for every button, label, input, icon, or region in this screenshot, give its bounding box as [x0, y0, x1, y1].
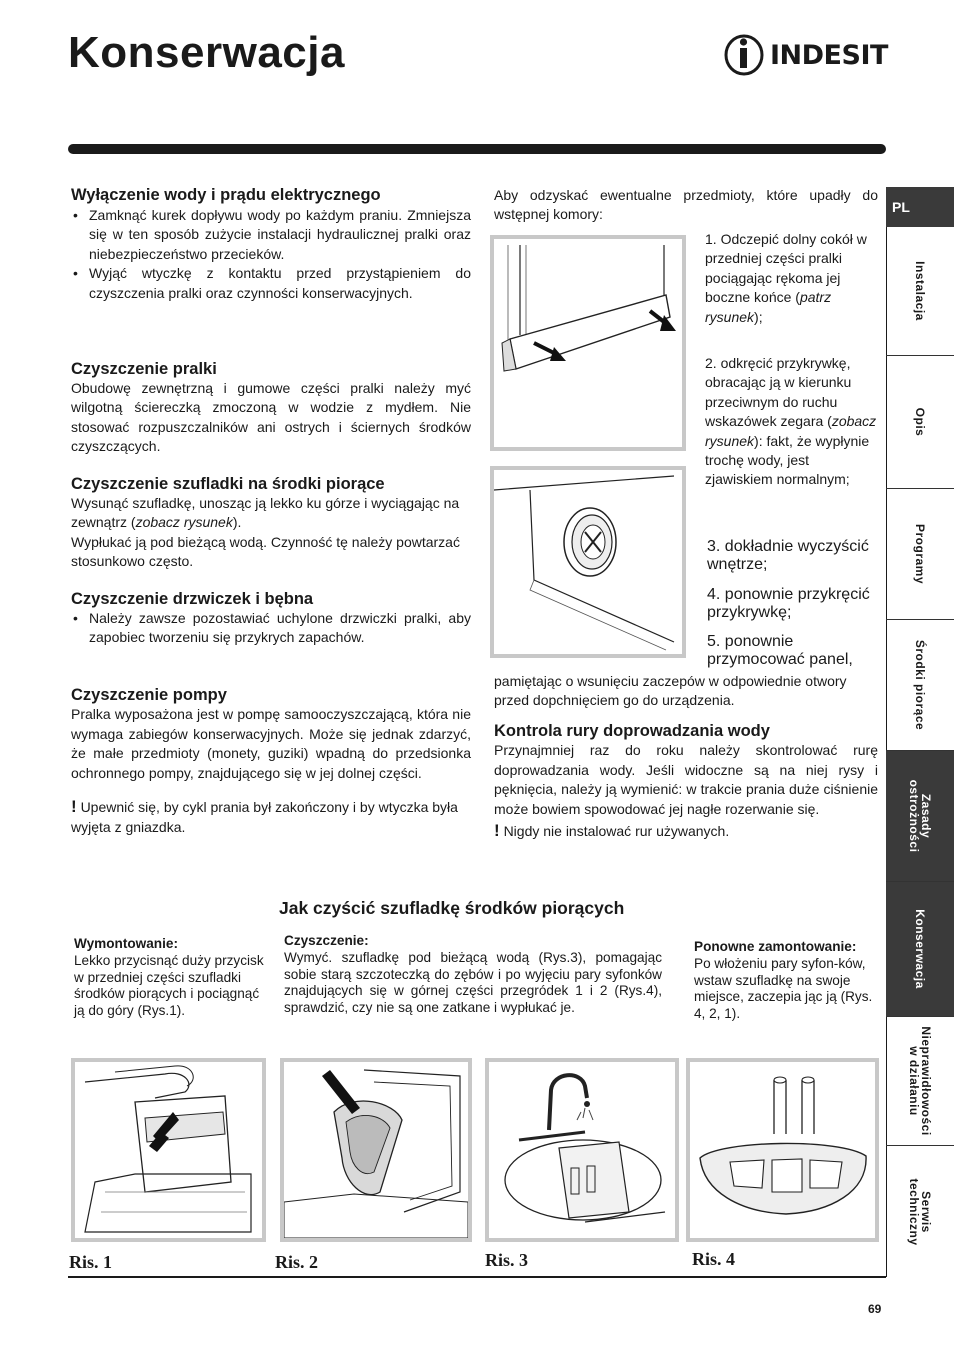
step-5-continuation: pamiętając o wsunięciu zaczepów w odpowiednie otwory przed dopchnięciem go do urządzenia.: [494, 673, 847, 709]
section-title: Czyszczenie pompy: [71, 686, 227, 704]
drawer-removal-text: Wymontowanie: Lekko przycisnąć duży przycisk w przedniej części szufladki środków piorących i pociągnąć ją do góry (Rys.1).: [74, 936, 264, 1019]
step-3: 3. dokładnie wyczyścić wnętrze;: [707, 538, 869, 573]
tab-programy[interactable]: Programy: [886, 489, 954, 620]
tab-srodki-piorace[interactable]: Środki piorące: [886, 620, 954, 751]
indesit-logo-icon: [724, 34, 768, 76]
figure-3: [485, 1058, 679, 1242]
section-cleaning-door-drum: [71, 590, 471, 648]
list-item: • Wyjąć wtyczkę z kontaktu przed przystąpieniem do czyszczenia pralki oraz czynności konserwacyjnych.: [89, 264, 471, 303]
figure-2-caption: Ris. 2: [275, 1252, 319, 1272]
section-text: Przynajmniej raz do roku należy skontrolować rurę doprowadzania wody. Jeśli widoczne są na niej rysy i pęknięcia, należy ją wymienić: w trakcie prania duże ciśnienie może bowiem spowodować jej nagłe rozerwanie się.: [494, 742, 878, 817]
tab-konserwacja[interactable]: Konserwacja: [886, 882, 954, 1017]
pump-intro: Aby odzyskać ewentualne przedmioty, które upadły do wstępnej komory:: [494, 187, 878, 223]
step-1: 1. Odczepić dolny cokół w przedniej części pralki pociągając rękoma jej boczne końce (patrz rysunek);: [705, 231, 867, 325]
section-text: Obudowę zewnętrzną i gumowe części pralki należy myć wilgotną ściereczką zmoczoną w wodzie z mydłem. Nie stosować rozpuszczalników ani ostrych i ściernych środków czyszczących.: [71, 380, 471, 455]
drawer-cleaning-text: Czyszczenie: Wymyć. szufladkę pod bieżącą wodą (Rys.3), pomagając sobie starą szczoteczką do zębów i po wyjęciu pary syfonków znajdujących się w górnej części przegródek 1 i 2 (Rys.4), sprawdzić, czy nie są one zatkane i wypłukać je.: [284, 933, 662, 1016]
figure-3-caption: Ris. 3: [485, 1250, 529, 1270]
drawer-refit-text: Ponowne zamontowanie: Po włożeniu pary syfon-ków, wstaw szufladkę na swoje miejsce, zaczepia jąc ją (Rys. 4, 2, 1).: [694, 939, 873, 1022]
brand-logo: [724, 34, 889, 76]
figure-2: [280, 1058, 472, 1242]
pump-cover-illustration: [494, 470, 682, 654]
warning-icon: !: [494, 821, 500, 841]
warning-text: ! Nigdy nie instalować rur używanych.: [494, 821, 730, 841]
step-2: 2. odkręcić przykrywkę, obracając ją w kierunku przeciwnym do ruchu wskazówek zegara (zobacz rysunek): fakt, że wypłynie trochę wody, jest zjawiskiem normalnym;: [705, 355, 877, 488]
section-text: Pralka wyposażona jest w pompę samooczyszczającą, która nie wymaga zabiegów konserwacyjnych. Może się jednak zdarzyć, że małe przedmioty (monety, guziki) wpadną do przedsionka ochronnego pompy, znajdującego się w jej dolnej części.: [71, 706, 471, 781]
section-cleaning-drawer: [71, 475, 471, 572]
bullet-list: [71, 206, 471, 303]
figure-4-caption: Ris. 4: [692, 1249, 736, 1269]
list-item: • Zamknąć kurek dopływu wody po każdym praniu. Zmniejsza się w ten sposób zużycie instalacji hydraulicznej pralki oraz niebezpieczeństwo przecieków.: [89, 206, 471, 264]
figure-1: [71, 1058, 266, 1242]
list-item: • Należy zawsze pozostawiać uchylone drzwiczki pralki, aby zapobiec tworzeniu się przykrych zapachów.: [89, 609, 471, 648]
drawer-pull-illustration: [284, 1062, 468, 1238]
brand-name: INDESIT: [770, 40, 888, 71]
drawer-removal-illustration: [75, 1062, 262, 1238]
tab-zasady-ostroznosci[interactable]: Zasady ostrożności: [886, 751, 954, 882]
tab-nieprawidlowosci[interactable]: Nieprawidłowości w działaniu: [886, 1017, 954, 1146]
section-title: Kontrola rury doprowadzania wody: [494, 722, 770, 740]
section-cleaning-pump: [71, 686, 471, 837]
section-hose-check: [494, 722, 878, 842]
page-number: 69: [868, 1302, 882, 1316]
plinth-illustration: [494, 239, 682, 447]
section-title: Wyłączenie wody i prądu elektrycznego: [71, 186, 381, 204]
section-water-power: [71, 186, 471, 303]
figure-plinth-removal: [490, 235, 686, 451]
section-title: Czyszczenie pralki: [71, 360, 217, 378]
drawer-rinse-illustration: [489, 1062, 675, 1238]
section-text: Wysunąć szufladkę, unosząc ją lekko ku górze i wyciągając na zewnątrz (zobacz rysunek).: [71, 495, 460, 531]
siphon-illustration: [690, 1062, 875, 1238]
section-title: Czyszczenie szufladki na środki piorące: [71, 475, 385, 493]
figure-pump-cover: [490, 466, 686, 658]
bullet-list: [71, 609, 471, 648]
header-rule: [68, 144, 886, 154]
tab-instalacja[interactable]: Instalacja: [886, 227, 954, 356]
warning-text: ! Upewnić się, by cykl prania był zakończony i by wtyczka była wyjęta z gniazdka.: [71, 797, 458, 836]
tab-serwis-techniczny[interactable]: Serwis techniczny: [907, 1177, 933, 1245]
figure-1-caption: Ris. 1: [69, 1252, 113, 1272]
page-title: Konserwacja: [68, 28, 345, 77]
section-cleaning-washer: [71, 360, 471, 457]
section-text: Wypłukać ją pod bieżącą wodą. Czynność tę należy powtarzać stosunkowo często.: [71, 533, 460, 570]
drawer-section-title: Jak czyścić szufladkę środków piorących: [279, 898, 625, 918]
section-title: Czyszczenie drzwiczek i bębna: [71, 590, 314, 608]
tab-opis[interactable]: Opis: [886, 356, 954, 489]
footer-rule: [68, 1276, 886, 1278]
warning-icon: !: [71, 797, 77, 817]
step-5: 5. ponownie przymocować panel,: [707, 633, 853, 668]
language-tab[interactable]: PL: [886, 187, 954, 227]
sidebar-nav: [886, 187, 954, 1277]
figure-4: [686, 1058, 879, 1242]
step-4: 4. ponownie przykręcić przykrywkę;: [707, 586, 870, 621]
